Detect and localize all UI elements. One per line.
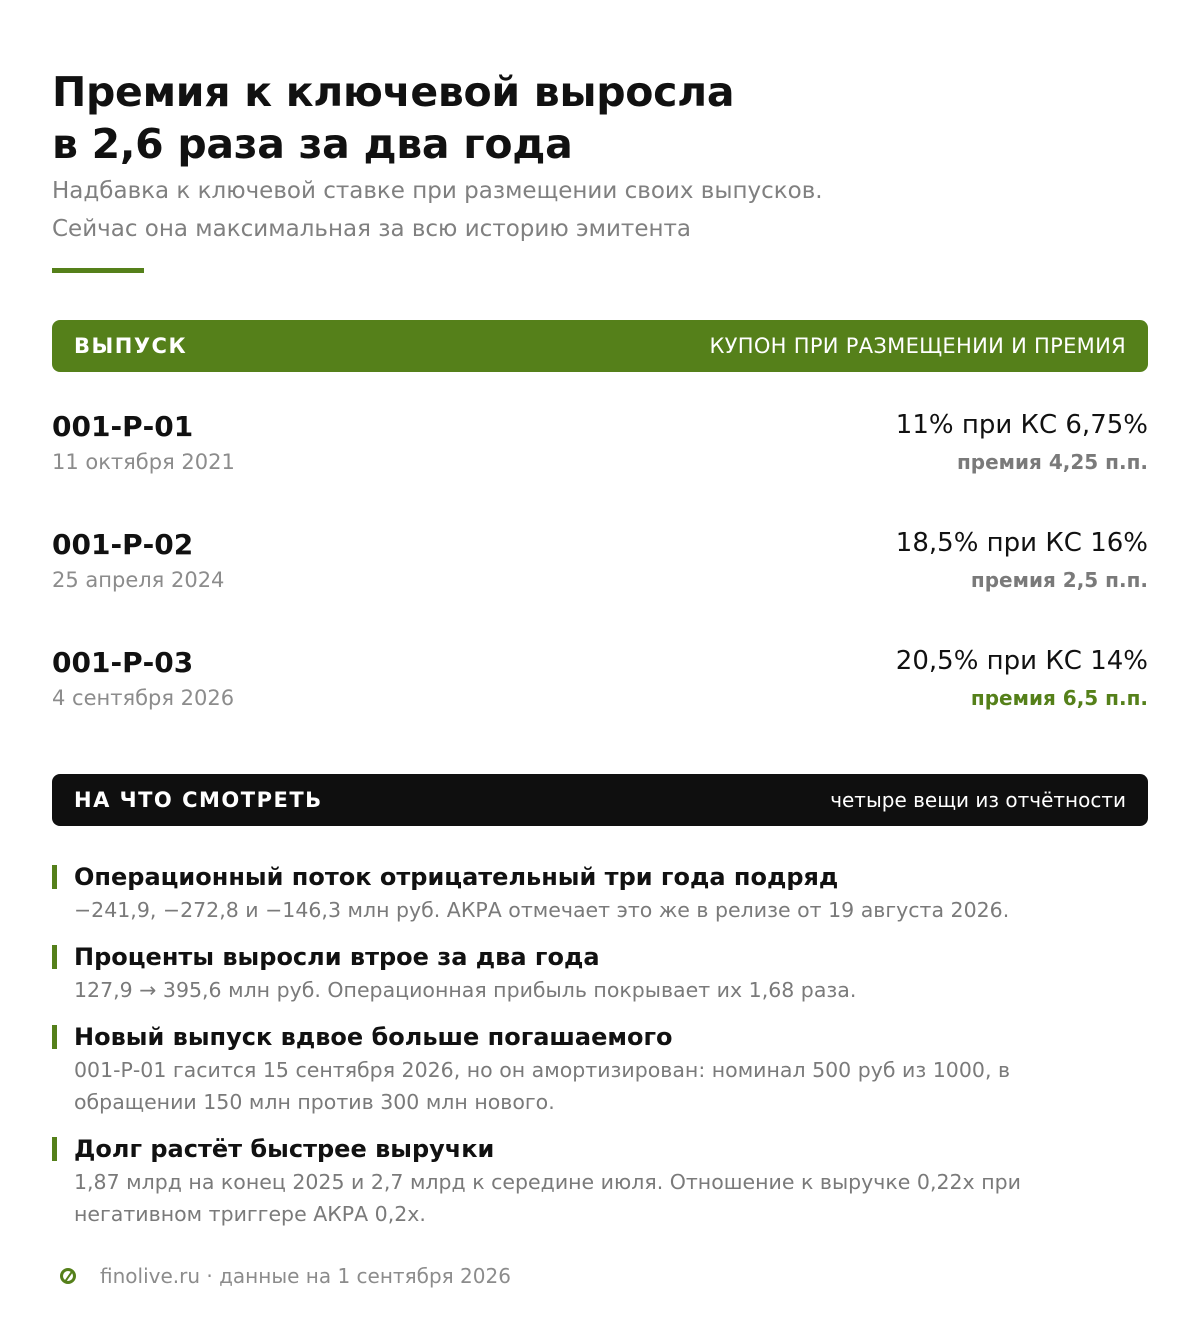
issue-date: 11 октября 2021 (52, 450, 235, 474)
point-text: 127,9 → 395,6 млн руб. Операционная прибыль покрывает их 1,68 раза. (74, 978, 857, 1002)
footer-source[interactable]: finolive.ru · данные на 1 сентября 2026 (100, 1264, 511, 1288)
point-marker (52, 1025, 57, 1049)
issue-coupon: 11% при КС 6,75% (895, 410, 1148, 440)
issues-header-label: ВЫПУСК (74, 334, 188, 358)
title-line-1: Премия к ключевой выросла (52, 68, 735, 116)
page-title (52, 66, 734, 170)
point-text: 001-Р-01 гасится 15 сентября 2026, но он амортизирован: номинал 500 руб из 1000, в обращении 150 млн против 300 млн нового. (74, 1058, 1011, 1114)
issue-name: 001-Р-03 (52, 646, 194, 679)
point-text: −241,9, −272,8 и −146,3 млн руб. АКРА отмечает это же в релизе от 19 августа 2026. (74, 898, 1010, 922)
point-title: Проценты выросли втрое за два года (74, 943, 600, 971)
finolive-logo-icon (60, 1268, 76, 1284)
point-title: Долг растёт быстрее выручки (74, 1135, 495, 1163)
watch-header-label: НА ЧТО СМОТРЕТЬ (74, 788, 323, 812)
point-marker (52, 865, 57, 889)
issue-row (52, 410, 1148, 490)
footer (60, 1262, 511, 1290)
issue-date: 25 апреля 2024 (52, 568, 225, 592)
subtitle-line-2: Сейчас она максимальная за всю историю эмитента (52, 216, 692, 242)
point-title: Новый выпуск вдвое больше погашаемого (74, 1023, 673, 1051)
page-subtitle (52, 172, 823, 248)
issue-row (52, 528, 1148, 608)
issue-name: 001-Р-02 (52, 528, 194, 561)
subtitle-line-1: Надбавка к ключевой ставке при размещении своих выпусков. (52, 178, 823, 204)
issue-coupon: 20,5% при КС 14% (895, 646, 1148, 676)
issue-premium: премия 4,25 п.п. (956, 450, 1148, 474)
issue-date: 4 сентября 2026 (52, 686, 235, 710)
point-marker (52, 945, 57, 969)
issue-premium-highlighted: премия 6,5 п.п. (970, 686, 1148, 710)
accent-divider (52, 268, 144, 273)
issues-header-caption: КУПОН ПРИ РАЗМЕЩЕНИИ И ПРЕМИЯ (709, 334, 1126, 358)
issue-row (52, 646, 1148, 726)
watch-header-caption: четыре вещи из отчётности (830, 788, 1126, 812)
title-line-2: в 2,6 раза за два года (52, 120, 573, 168)
issue-premium: премия 2,5 п.п. (970, 568, 1148, 592)
point-title: Операционный поток отрицательный три года подряд (74, 863, 839, 891)
issues-table-header (52, 320, 1148, 372)
issue-coupon: 18,5% при КС 16% (895, 528, 1148, 558)
point-text: 1,87 млрд на конец 2025 и 2,7 млрд к середине июля. Отношение к выручке 0,22x при негативном триггере АКРА 0,2x. (74, 1170, 1021, 1226)
issue-name: 001-Р-01 (52, 410, 194, 443)
watch-section-header (52, 774, 1148, 826)
point-marker (52, 1137, 57, 1161)
